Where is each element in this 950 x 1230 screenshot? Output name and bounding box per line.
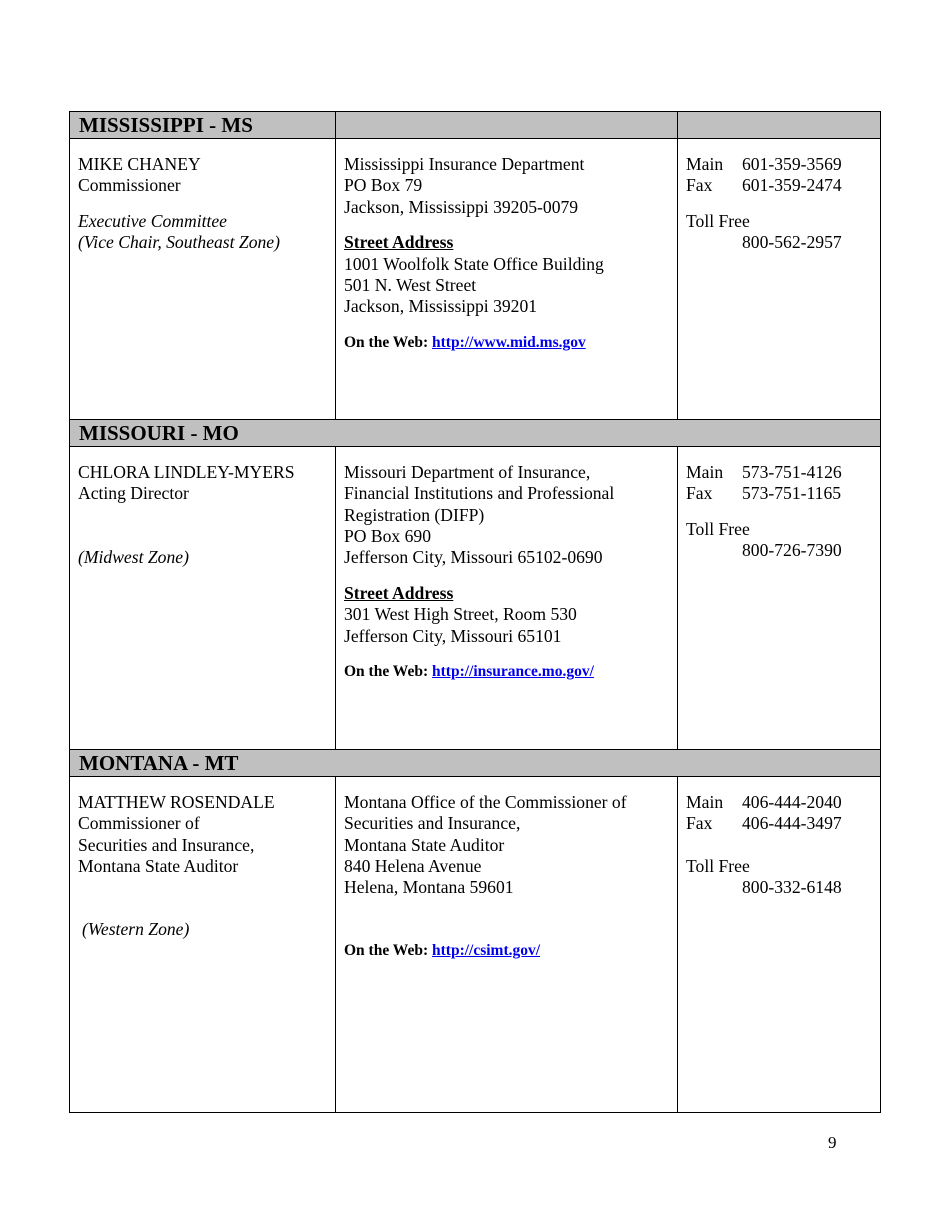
state-row — [70, 139, 881, 420]
official-zone: (Vice Chair, Southeast Zone) — [78, 232, 280, 253]
department-name: Montana State Auditor — [344, 834, 505, 855]
street-line: 1001 Woolfolk State Office Building — [344, 253, 604, 274]
department-name: Montana Office of the Commissioner of — [344, 792, 627, 812]
address-cell — [336, 777, 677, 962]
street-city: Jefferson City, Missouri 65101 — [344, 625, 562, 646]
fax-number: 573-751-1165 — [742, 483, 842, 504]
directory-table — [69, 111, 881, 1113]
department-name: Registration (DIFP) — [344, 504, 485, 525]
main-phone: 573-751-4126 — [742, 462, 842, 482]
toll-free-label: Toll Free — [686, 519, 750, 540]
official-role: Executive Committee — [78, 211, 227, 232]
website-link[interactable]: http://insurance.mo.gov/ — [432, 663, 594, 681]
web-line — [344, 661, 669, 682]
official-cell — [70, 777, 335, 940]
toll-free-number: 800-562-2957 — [742, 232, 842, 253]
main-label: Main — [686, 792, 724, 812]
toll-free-number: 800-726-7390 — [742, 540, 842, 561]
official-title: Commissioner — [78, 175, 181, 196]
official-title: Securities and Insurance, — [78, 834, 255, 855]
fax-number: 601-359-2474 — [742, 175, 842, 196]
street-line: 501 N. West Street — [344, 274, 477, 295]
state-header-row — [70, 420, 881, 447]
official-title: Acting Director — [78, 483, 189, 504]
department-name: Missouri Department of Insurance, — [344, 462, 591, 482]
state-row — [70, 777, 881, 1113]
state-heading: MISSISSIPPI - MS — [79, 113, 253, 137]
official-name: MIKE CHANEY — [78, 154, 201, 174]
state-row — [70, 447, 881, 750]
mailing-city: Jackson, Mississippi 39205-0079 — [344, 196, 579, 217]
web-line — [344, 940, 669, 961]
web-label: On the Web: — [344, 334, 429, 352]
address-cell — [336, 139, 677, 353]
official-zone: (Western Zone) — [82, 919, 190, 940]
official-cell — [70, 447, 335, 568]
department-name: Mississippi Insurance Department — [344, 154, 585, 174]
street-city: Jackson, Mississippi 39201 — [344, 296, 538, 317]
address-cell — [336, 447, 677, 683]
main-label: Main — [686, 154, 724, 174]
street-address-label: Street Address — [344, 232, 454, 253]
state-header-row — [70, 112, 881, 139]
fax-number: 406-444-3497 — [742, 813, 842, 834]
main-label: Main — [686, 462, 724, 482]
fax-label: Fax — [686, 483, 713, 504]
fax-label: Fax — [686, 175, 713, 196]
department-name: Securities and Insurance, — [344, 813, 521, 834]
state-heading: MONTANA - MT — [79, 751, 239, 775]
website-link[interactable]: http://csimt.gov/ — [432, 942, 541, 960]
street-line: 840 Helena Avenue — [344, 855, 482, 876]
web-line — [344, 332, 669, 353]
street-line: 301 West High Street, Room 530 — [344, 604, 577, 625]
fax-label: Fax — [686, 813, 713, 834]
official-cell — [70, 139, 335, 254]
official-title: Montana State Auditor — [78, 855, 239, 876]
street-city: Helena, Montana 59601 — [344, 877, 514, 898]
toll-free-label: Toll Free — [686, 211, 750, 232]
main-phone: 406-444-2040 — [742, 792, 842, 812]
official-name: CHLORA LINDLEY-MYERS — [78, 462, 295, 482]
phone-cell — [678, 777, 880, 898]
toll-free-label: Toll Free — [686, 855, 750, 876]
state-heading: MISSOURI - MO — [79, 421, 239, 445]
official-name: MATTHEW ROSENDALE — [78, 792, 275, 812]
toll-free-number: 800-332-6148 — [742, 876, 842, 897]
website-link[interactable]: http://www.mid.ms.gov — [432, 334, 586, 352]
web-label: On the Web: — [344, 663, 429, 681]
main-phone: 601-359-3569 — [742, 154, 842, 174]
mailing-city: Jefferson City, Missouri 65102-0690 — [344, 547, 603, 568]
department-name: Financial Institutions and Professional — [344, 483, 615, 504]
phone-cell — [678, 447, 880, 562]
official-title: Commissioner of — [78, 813, 200, 834]
web-label: On the Web: — [344, 942, 429, 960]
phone-cell — [678, 139, 880, 254]
state-header-row — [70, 750, 881, 777]
page-number: 9 — [828, 1133, 837, 1152]
street-address-label: Street Address — [344, 582, 454, 603]
official-zone: (Midwest Zone) — [78, 546, 189, 567]
po-box: PO Box 79 — [344, 175, 423, 196]
po-box: PO Box 690 — [344, 525, 432, 546]
